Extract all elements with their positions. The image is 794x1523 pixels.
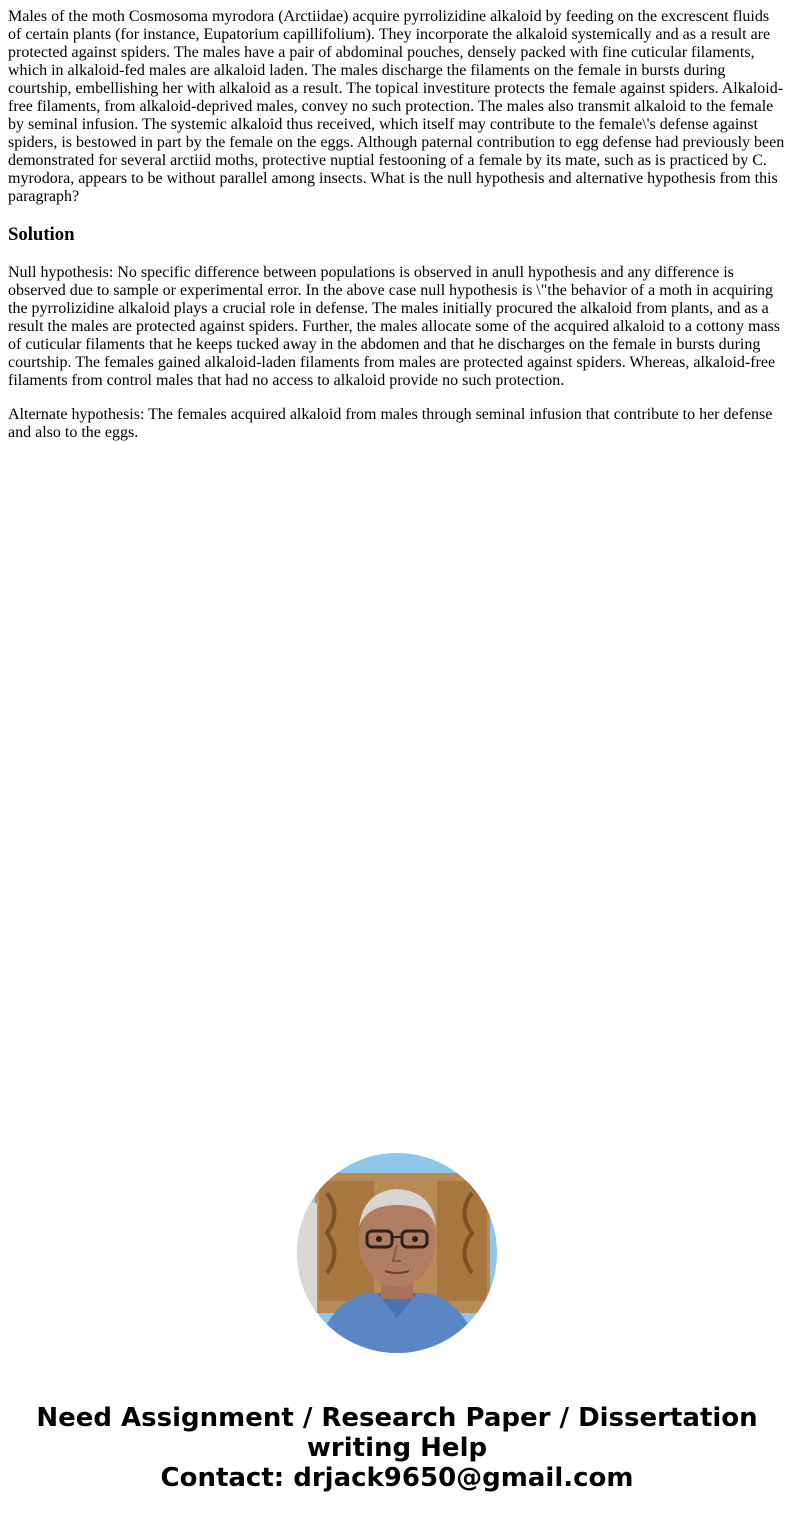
promo-contact-line: Contact: drjack9650@gmail.com [160, 1463, 634, 1493]
solution-heading: Solution [8, 224, 75, 245]
author-portrait-image [297, 1153, 497, 1353]
question-paragraph: Males of the moth Cosmosoma myrodora (Arctiidae) acquire pyrrolizidine alkaloid by feeding on the excrescent fluids of certain plants (for instance, Eupatorium capillifolium). They incorporate the alkaloid systemically and as a result are protected against spiders. The males have a pair of abdominal pouches, densely packed with fine cuticular filaments, which in alkaloid-fed males are alkaloid laden. The males discharge the filaments on the female in bursts during courtship, embellishing her with alkaloid as a result. The topical investiture protects the female against spiders. Alkaloid-free filaments, from alkaloid-deprived males, convey no such protection. The males also transmit alkaloid to the female by seminal infusion. The systemic alkaloid thus received, which itself may contribute to the female\'s defense against spiders, is bestowed in part by the female on the eggs. Although paternal contribution to egg defense had previously been demonstrated for several arctiid moths, protective nuptial festooning of a female by its mate, such as is practiced by C. myrodora, appears to be without parallel among insects. What is the null hypothesis and alternative hypothesis from this paragraph? [8, 8, 785, 205]
alternate-hypothesis-paragraph: Alternate hypothesis: The females acquired alkaloid from males through seminal infusion that contribute to her defense and also to the eggs. [8, 406, 773, 441]
promo-line-1: Need Assignment / Research Paper / Dissertation [36, 1403, 758, 1433]
document-body [0, 0, 794, 442]
promo-line-2: writing Help [306, 1433, 488, 1463]
null-hypothesis-paragraph: Null hypothesis: No specific difference between populations is observed in anull hypothesis and any difference is observed due to sample or experimental error. In the above case null hypothesis is \"the behavior of a moth in acquiring the pyrrolizidine alkaloid plays a crucial role in defense. The males initially procured the alkaloid from plants, and as a result the males are protected against spiders. Further, the males allocate some of the acquired alkaloid to a cottony mass of cuticular filaments that he keeps tucked away in the abdomen and that he discharges on the female in bursts during courtship. The females gained alkaloid-laden filaments from males are protected against spiders. Whereas, alkaloid-free filaments from control males that had no access to alkaloid provide no such protection. [8, 264, 780, 389]
author-avatar [297, 1153, 497, 1353]
promo-banner [0, 1403, 794, 1493]
